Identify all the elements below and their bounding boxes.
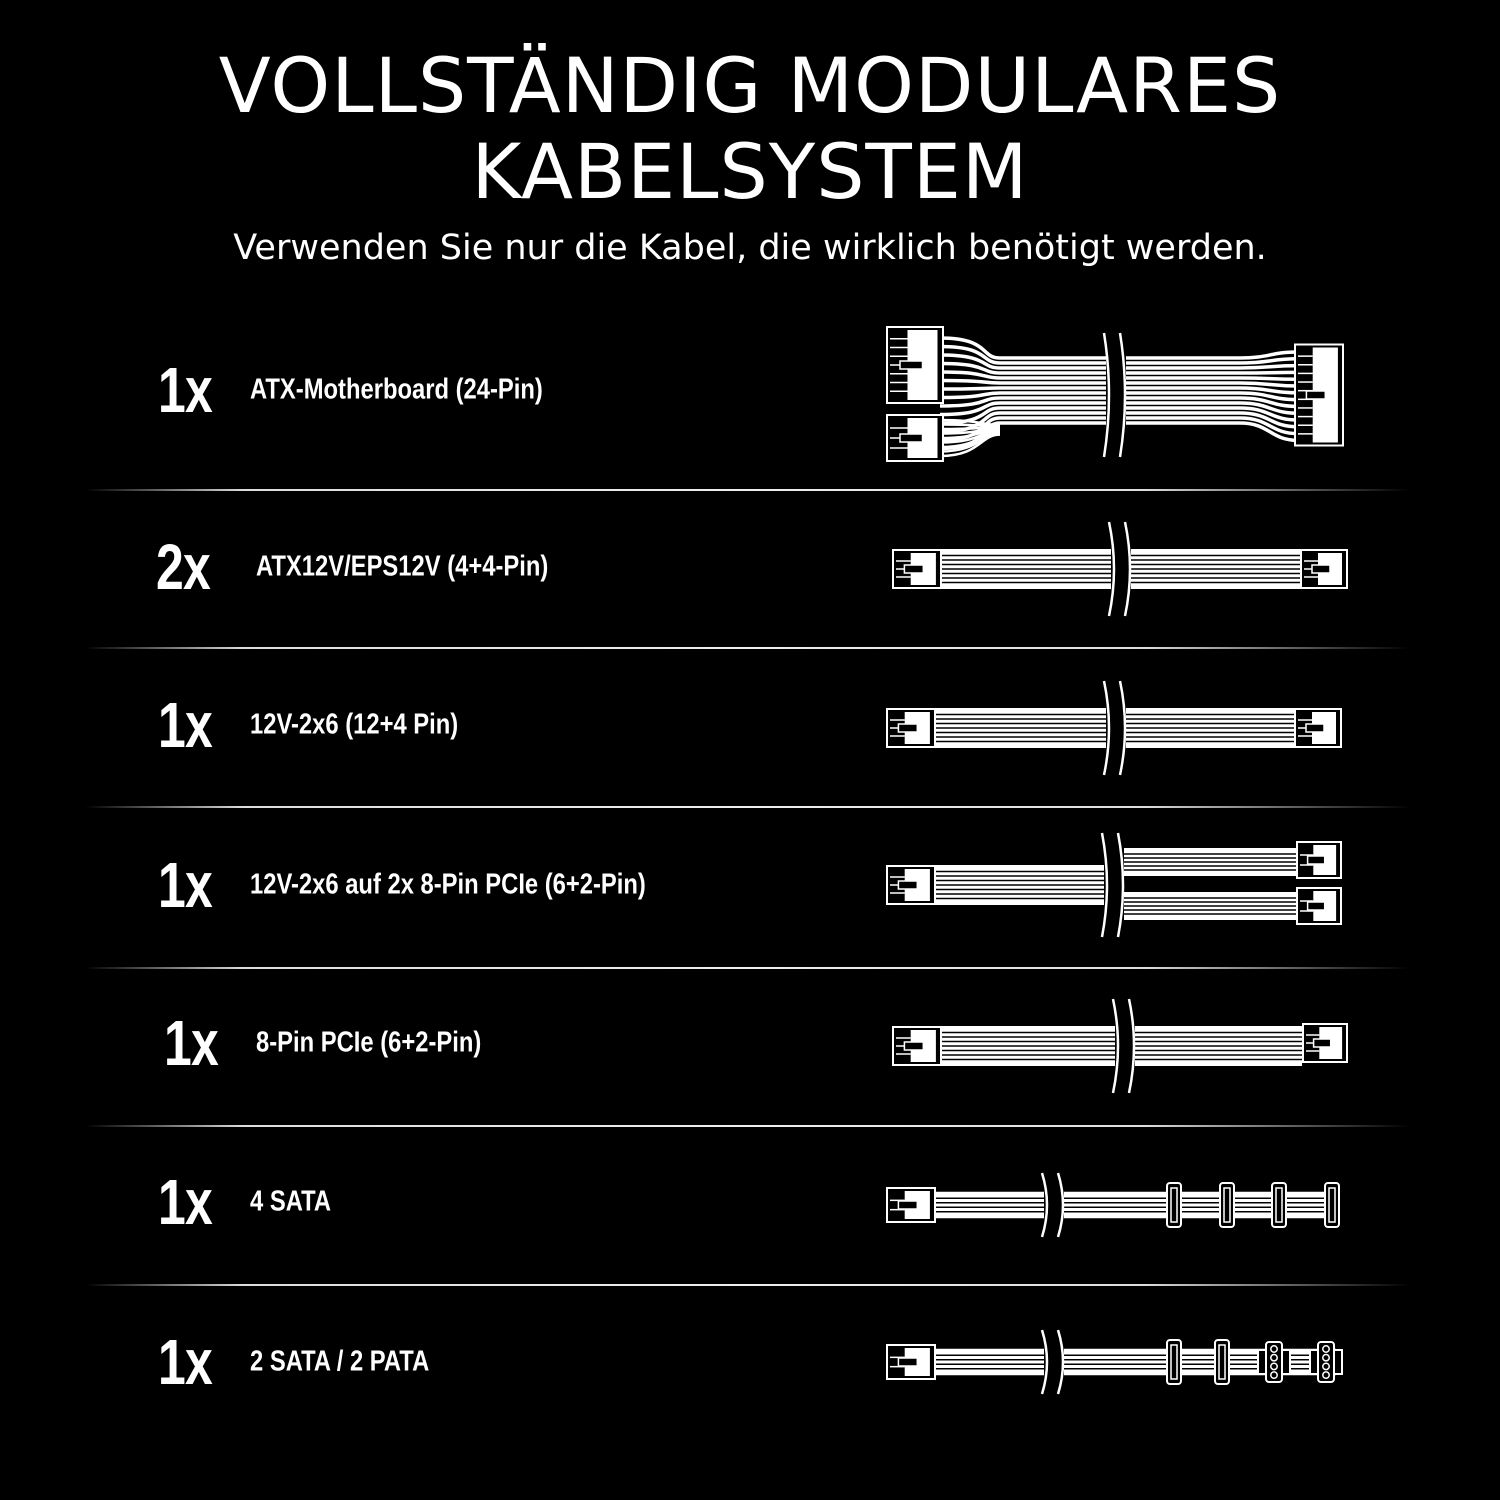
sata-connector-icon [1325,1183,1339,1227]
eps-cable-icon [893,522,1347,616]
connector-icon [893,550,941,588]
sata-connector-icon [1215,1340,1229,1384]
cable-break-icon [1109,522,1131,616]
connector-icon [887,415,943,461]
atx24-cable-icon [887,327,1343,461]
cable-break-icon [1042,1330,1064,1394]
cable-quantity: 2x [156,531,210,603]
cable-quantity: 1x [164,1007,218,1079]
cable-quantity: 1x [158,1326,212,1398]
cable-label: ATX-Motherboard (24-Pin) [250,373,543,406]
sata-connector-icon [1272,1183,1286,1227]
sata-pata-cable-icon [887,1330,1342,1394]
connector-icon [887,709,935,747]
cable-quantity: 1x [158,354,212,426]
connector-icon [887,1345,935,1379]
page-subtitle: Verwenden Sie nur die Kabel, die wirklich benötigt werden. [233,228,1267,268]
connector-icon [893,1027,941,1065]
page-title-line-1: VOLLSTÄNDIG MODULARES [218,41,1282,130]
connector-icon [1295,345,1343,446]
cable-break-icon [1104,681,1126,775]
cable-label: 8-Pin PCIe (6+2-Pin) [256,1026,482,1059]
connector-icon [1301,550,1347,588]
cable-quantity: 1x [158,689,212,761]
connector-icon [887,1188,935,1222]
cable-break-icon [1113,999,1135,1093]
connector-icon [1297,888,1341,924]
cable-break-icon [1042,1173,1064,1237]
cable-label: ATX12V/EPS12V (4+4-Pin) [256,550,549,583]
12v2x6-split-cable-icon [887,833,1341,937]
connector-icon [1295,709,1341,747]
molex-connector-icon [1310,1342,1342,1382]
connector-icon [887,327,943,403]
connector-icon [1297,842,1341,878]
connector-icon [1303,1024,1347,1062]
sata-connector-icon [1220,1183,1234,1227]
12v2x6-cable-icon [887,681,1341,775]
page-title-line-2: KABELSYSTEM [471,127,1029,216]
cable-label: 2 SATA / 2 PATA [250,1345,430,1378]
cable-label: 12V-2x6 (12+4 Pin) [250,708,459,741]
cable-label: 4 SATA [250,1185,332,1218]
connector-icon [887,866,935,904]
sata-cable-icon [887,1173,1339,1237]
pcie-cable-icon [893,999,1347,1093]
sata-connector-icon [1167,1183,1181,1227]
cable-quantity: 1x [158,849,212,921]
cable-break-icon [1104,333,1126,457]
molex-connector-icon [1258,1342,1290,1382]
sata-connector-icon [1167,1340,1181,1384]
cable-break-icon [1102,833,1124,937]
cable-label: 12V-2x6 auf 2x 8-Pin PCIe (6+2-Pin) [250,868,646,901]
cable-quantity: 1x [158,1166,212,1238]
